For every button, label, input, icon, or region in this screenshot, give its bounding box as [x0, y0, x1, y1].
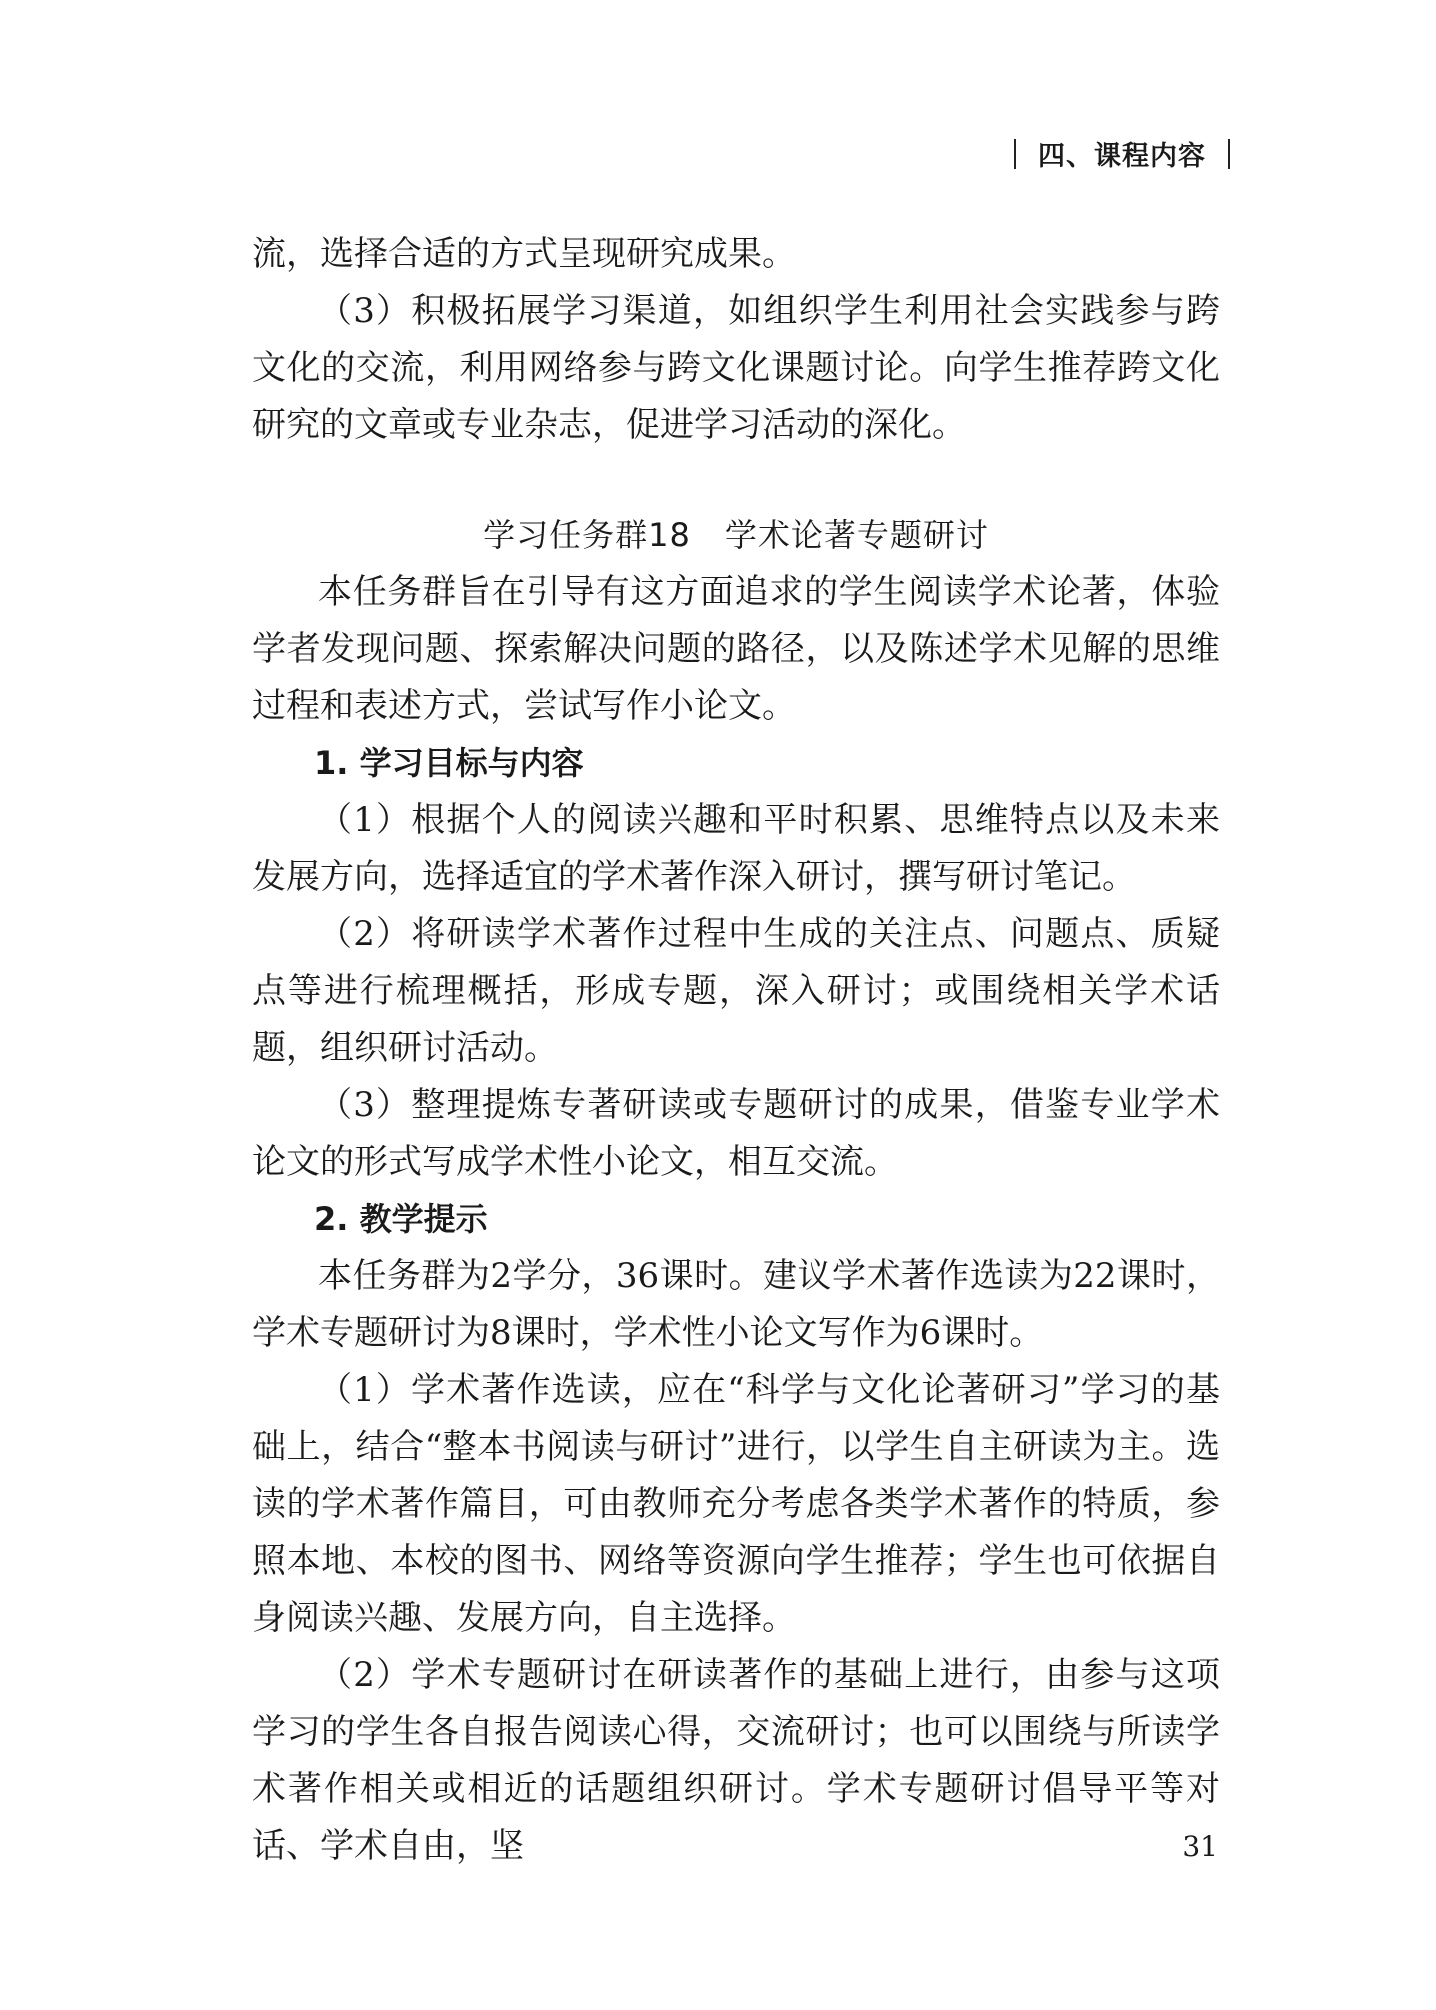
section-intro: 本任务群旨在引导有这方面追求的学生阅读学术论著，体验学者发现问题、探索解决问题的路径，以及陈述学术见解的思维过程和表述方式，尝试写作小论文。	[252, 572, 1220, 726]
page-number: 31	[1182, 1830, 1218, 1863]
running-header	[1014, 134, 1230, 173]
running-header-title: 四、课程内容	[1038, 141, 1206, 172]
section-title: 学术论著专题研讨	[724, 516, 989, 554]
goals-heading: 1. 学习目标与内容	[314, 744, 584, 782]
goal-item-2: （2）将研读学术著作过程中生成的关注点、问题点、质疑点等进行梳理概括，形成专题，深入研讨；或围绕相关学术话题，组织研讨活动。	[252, 914, 1220, 1068]
tip-item-1: （1）学术著作选读，应在“科学与文化论著研习”学习的基础上，结合“整本书阅读与研讨”进行，以学生自主研读为主。选读的学术著作篇目，可由教师充分考虑各类学术著作的特质，参照本地、本校的图书、网络等资源向学生推荐；学生也可依据自身阅读兴趣、发展方向，自主选择。	[252, 1370, 1220, 1638]
section-body	[252, 564, 1220, 1875]
header-divider-left	[1014, 139, 1016, 169]
goal-item-3: （3）整理提炼专著研读或专题研讨的成果，借鉴专业学术论文的形式写成学术性小论文，相互交流。	[252, 1085, 1220, 1182]
paragraph-continuation: 流，选择合适的方式呈现研究成果。	[252, 234, 796, 274]
goal-item-1: （1）根据个人的阅读兴趣和平时积累、思维特点以及未来发展方向，选择适宜的学术著作深入研讨，撰写研讨笔记。	[252, 800, 1220, 897]
tip-item-2: （2）学术专题研讨在研读著作的基础上进行，由参与这项学习的学生各自报告阅读心得，交流研讨；也可以围绕与所读学术著作相关或相近的话题组织研讨。学术专题研讨倡导平等对话、学术自由，坚	[252, 1655, 1220, 1866]
header-divider-right	[1228, 139, 1230, 169]
section-label: 学习任务群18	[483, 516, 691, 554]
tips-heading: 2. 教学提示	[314, 1200, 488, 1238]
section-heading	[252, 507, 1220, 564]
paragraph-item-3: （3）积极拓展学习渠道，如组织学生利用社会实践参与跨文化的交流，利用网络参与跨文化课题讨论。向学生推荐跨文化研究的文章或专业杂志，促进学习活动的深化。	[252, 291, 1220, 445]
continued-text	[252, 226, 1220, 454]
tips-intro: 本任务群为2学分，36课时。建议学术著作选读为22课时，学术专题研讨为8课时，学术性小论文写作为6课时。	[252, 1256, 1220, 1353]
